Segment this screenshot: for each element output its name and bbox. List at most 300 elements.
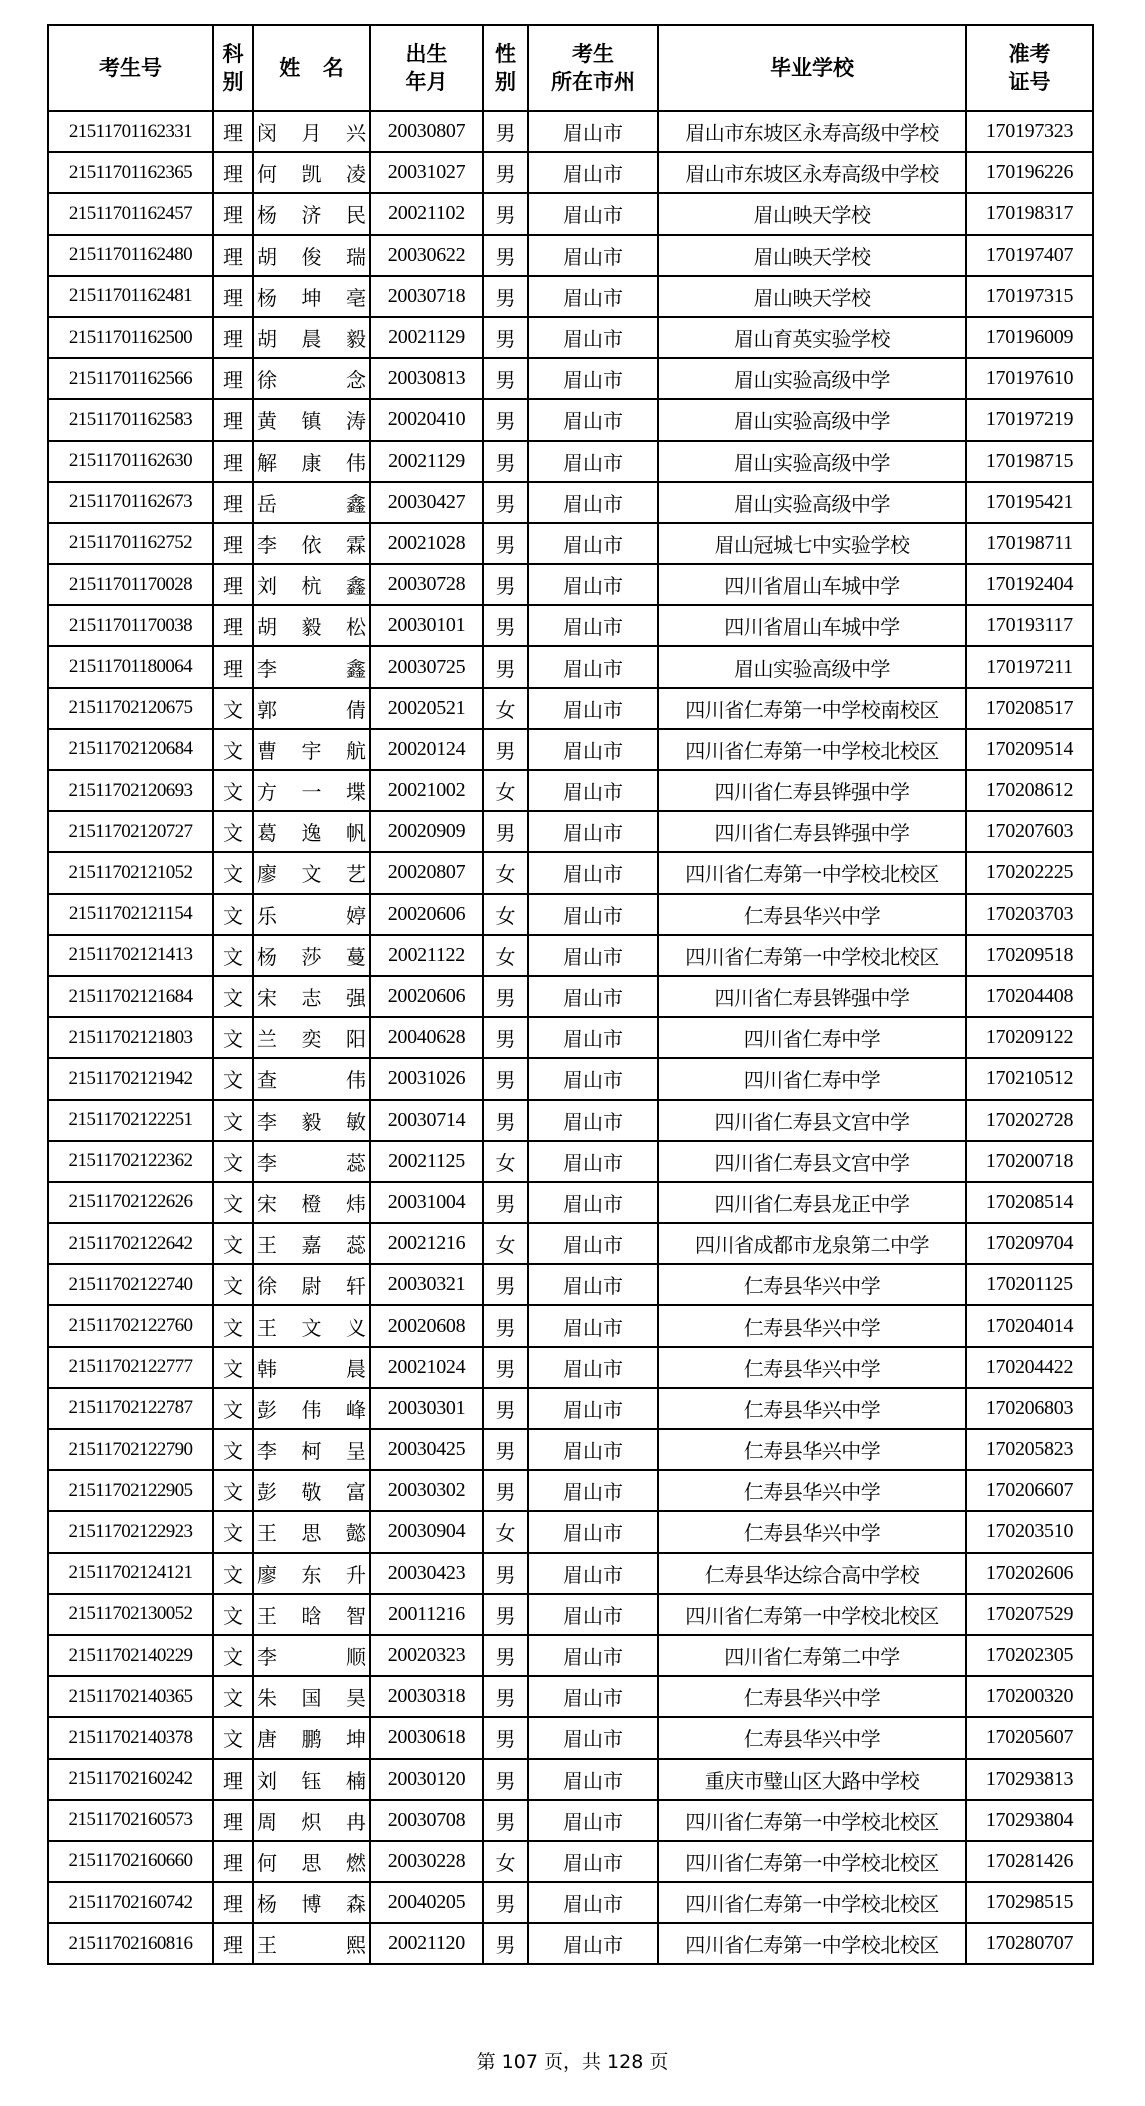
cell-gender: 男 xyxy=(483,152,528,193)
cell-city: 眉山市 xyxy=(528,1470,658,1511)
cell-city: 眉山市 xyxy=(528,1841,658,1882)
cell-birth-date: 20020909 xyxy=(370,811,483,852)
cell-ticket-number: 170192404 xyxy=(966,564,1093,605)
student-name: 王思懿 xyxy=(257,1523,366,1546)
student-name: 李顺 xyxy=(257,1647,366,1670)
cell-name xyxy=(253,646,370,687)
cell-ticket-number: 170193117 xyxy=(966,605,1093,646)
cell-exam-number: 21511701162673 xyxy=(48,482,213,523)
student-name: 胡俊瑞 xyxy=(257,246,366,269)
student-name: 王晗智 xyxy=(257,1605,366,1628)
cell-exam-number: 21511702122626 xyxy=(48,1182,213,1223)
cell-birth-date: 20020606 xyxy=(370,894,483,935)
student-name: 刘杭鑫 xyxy=(257,576,366,599)
header-gender xyxy=(483,25,528,111)
cell-city: 眉山市 xyxy=(528,482,658,523)
cell-gender: 男 xyxy=(483,1594,528,1635)
cell-birth-date: 20021024 xyxy=(370,1347,483,1388)
cell-city: 眉山市 xyxy=(528,770,658,811)
cell-subject: 文 xyxy=(213,688,253,729)
cell-school: 仁寿县华兴中学 xyxy=(658,1264,966,1305)
cell-subject: 理 xyxy=(213,358,253,399)
table-row xyxy=(48,1841,1093,1882)
cell-city: 眉山市 xyxy=(528,1717,658,1758)
cell-exam-number: 21511701170028 xyxy=(48,564,213,605)
cell-subject: 文 xyxy=(213,1635,253,1676)
student-name: 唐鹏坤 xyxy=(257,1729,366,1752)
cell-exam-number: 21511701162752 xyxy=(48,523,213,564)
table-row xyxy=(48,441,1093,482)
student-name: 解康伟 xyxy=(257,452,366,475)
cell-subject: 文 xyxy=(213,1594,253,1635)
cell-birth-date: 20030718 xyxy=(370,276,483,317)
cell-subject: 文 xyxy=(213,852,253,893)
cell-gender: 男 xyxy=(483,523,528,564)
cell-name xyxy=(253,1058,370,1099)
table-body xyxy=(48,111,1093,1964)
cell-school: 眉山实验高级中学 xyxy=(658,646,966,687)
cell-gender: 女 xyxy=(483,1223,528,1264)
cell-birth-date: 20030622 xyxy=(370,235,483,276)
cell-subject: 理 xyxy=(213,1841,253,1882)
cell-birth-date: 20030807 xyxy=(370,111,483,152)
cell-gender: 男 xyxy=(483,1264,528,1305)
cell-school: 仁寿县华兴中学 xyxy=(658,1511,966,1552)
cell-ticket-number: 170204408 xyxy=(966,976,1093,1017)
cell-exam-number: 21511702120693 xyxy=(48,770,213,811)
cell-city: 眉山市 xyxy=(528,358,658,399)
cell-ticket-number: 170208514 xyxy=(966,1182,1093,1223)
cell-birth-date: 20020124 xyxy=(370,729,483,770)
cell-exam-number: 21511702160573 xyxy=(48,1800,213,1841)
cell-name xyxy=(253,1100,370,1141)
cell-birth-date: 20040628 xyxy=(370,1017,483,1058)
cell-city: 眉山市 xyxy=(528,688,658,729)
cell-gender: 女 xyxy=(483,688,528,729)
cell-exam-number: 21511702160742 xyxy=(48,1882,213,1923)
cell-city: 眉山市 xyxy=(528,646,658,687)
cell-exam-number: 21511702122362 xyxy=(48,1141,213,1182)
cell-exam-number: 21511702160660 xyxy=(48,1841,213,1882)
cell-gender: 男 xyxy=(483,811,528,852)
cell-subject: 理 xyxy=(213,1882,253,1923)
cell-birth-date: 20021122 xyxy=(370,935,483,976)
cell-school: 四川省仁寿县铧强中学 xyxy=(658,811,966,852)
cell-birth-date: 20030423 xyxy=(370,1553,483,1594)
cell-exam-number: 21511702121052 xyxy=(48,852,213,893)
cell-subject: 理 xyxy=(213,1800,253,1841)
cell-gender: 男 xyxy=(483,1305,528,1346)
cell-birth-date: 20030714 xyxy=(370,1100,483,1141)
student-name: 杨莎蔓 xyxy=(257,946,366,969)
cell-subject: 理 xyxy=(213,646,253,687)
cell-school: 四川省仁寿第一中学校北校区 xyxy=(658,935,966,976)
cell-exam-number: 21511702121942 xyxy=(48,1058,213,1099)
cell-name xyxy=(253,358,370,399)
table-row xyxy=(48,1594,1093,1635)
table-row xyxy=(48,688,1093,729)
table-row xyxy=(48,935,1093,976)
cell-city: 眉山市 xyxy=(528,1553,658,1594)
cell-city: 眉山市 xyxy=(528,1923,658,1964)
cell-school: 仁寿县华兴中学 xyxy=(658,1470,966,1511)
cell-city: 眉山市 xyxy=(528,1100,658,1141)
cell-exam-number: 21511702160816 xyxy=(48,1923,213,1964)
student-name: 韩晨 xyxy=(257,1358,366,1381)
cell-birth-date: 20030101 xyxy=(370,605,483,646)
cell-gender: 男 xyxy=(483,1635,528,1676)
cell-school: 重庆市璧山区大路中学校 xyxy=(658,1759,966,1800)
cell-school: 眉山映天学校 xyxy=(658,193,966,234)
cell-school: 四川省仁寿县文宫中学 xyxy=(658,1141,966,1182)
cell-ticket-number: 170197407 xyxy=(966,235,1093,276)
table-row xyxy=(48,235,1093,276)
cell-school: 仁寿县华达综合高中学校 xyxy=(658,1553,966,1594)
student-name: 李毅敏 xyxy=(257,1111,366,1134)
cell-subject: 文 xyxy=(213,1305,253,1346)
cell-ticket-number: 170204422 xyxy=(966,1347,1093,1388)
cell-ticket-number: 170198711 xyxy=(966,523,1093,564)
header-birth-line2: 年月 xyxy=(405,70,448,94)
cell-school: 仁寿县华兴中学 xyxy=(658,1676,966,1717)
table-row xyxy=(48,1223,1093,1264)
cell-exam-number: 21511702122905 xyxy=(48,1470,213,1511)
cell-gender: 男 xyxy=(483,1058,528,1099)
cell-ticket-number: 170210512 xyxy=(966,1058,1093,1099)
table-row xyxy=(48,523,1093,564)
cell-exam-number: 21511701180064 xyxy=(48,646,213,687)
table-row xyxy=(48,1470,1093,1511)
student-name: 廖东升 xyxy=(257,1564,366,1587)
cell-subject: 理 xyxy=(213,482,253,523)
cell-subject: 理 xyxy=(213,441,253,482)
student-name: 周炽冉 xyxy=(257,1811,366,1834)
table-row xyxy=(48,399,1093,440)
cell-birth-date: 20030302 xyxy=(370,1470,483,1511)
cell-birth-date: 20030228 xyxy=(370,1841,483,1882)
cell-gender: 男 xyxy=(483,1100,528,1141)
table-row xyxy=(48,1141,1093,1182)
cell-subject: 文 xyxy=(213,894,253,935)
cell-school: 仁寿县华兴中学 xyxy=(658,1305,966,1346)
table-row xyxy=(48,1800,1093,1841)
cell-school: 四川省仁寿县文宫中学 xyxy=(658,1100,966,1141)
table-row xyxy=(48,1347,1093,1388)
cell-birth-date: 20020521 xyxy=(370,688,483,729)
cell-city: 眉山市 xyxy=(528,1800,658,1841)
cell-subject: 理 xyxy=(213,523,253,564)
cell-name xyxy=(253,935,370,976)
cell-city: 眉山市 xyxy=(528,1635,658,1676)
cell-name xyxy=(253,441,370,482)
table-row xyxy=(48,1305,1093,1346)
cell-name xyxy=(253,1347,370,1388)
cell-birth-date: 20021129 xyxy=(370,317,483,358)
cell-city: 眉山市 xyxy=(528,1182,658,1223)
cell-birth-date: 20030427 xyxy=(370,482,483,523)
cell-ticket-number: 170203703 xyxy=(966,894,1093,935)
cell-birth-date: 20031026 xyxy=(370,1058,483,1099)
cell-exam-number: 21511702140229 xyxy=(48,1635,213,1676)
table-row xyxy=(48,193,1093,234)
cell-city: 眉山市 xyxy=(528,317,658,358)
cell-school: 仁寿县华兴中学 xyxy=(658,894,966,935)
student-name: 彭伟峰 xyxy=(257,1399,366,1422)
cell-school: 四川省仁寿县铧强中学 xyxy=(658,976,966,1017)
cell-birth-date: 20030321 xyxy=(370,1264,483,1305)
header-row xyxy=(48,25,1093,111)
cell-ticket-number: 170203510 xyxy=(966,1511,1093,1552)
cell-gender: 男 xyxy=(483,1388,528,1429)
student-name: 李蕊 xyxy=(257,1152,366,1175)
cell-birth-date: 20020608 xyxy=(370,1305,483,1346)
cell-ticket-number: 170208612 xyxy=(966,770,1093,811)
cell-ticket-number: 170195421 xyxy=(966,482,1093,523)
table-row xyxy=(48,1717,1093,1758)
cell-name xyxy=(253,152,370,193)
cell-ticket-number: 170208517 xyxy=(966,688,1093,729)
cell-name xyxy=(253,1305,370,1346)
cell-ticket-number: 170280707 xyxy=(966,1923,1093,1964)
table-row xyxy=(48,605,1093,646)
cell-name xyxy=(253,1182,370,1223)
header-city-line1: 考生 xyxy=(572,42,614,66)
cell-city: 眉山市 xyxy=(528,852,658,893)
cell-gender: 男 xyxy=(483,482,528,523)
cell-subject: 理 xyxy=(213,1923,253,1964)
cell-city: 眉山市 xyxy=(528,1388,658,1429)
cell-name xyxy=(253,1141,370,1182)
cell-subject: 理 xyxy=(213,276,253,317)
cell-exam-number: 21511702122642 xyxy=(48,1223,213,1264)
student-name: 兰奕阳 xyxy=(257,1029,366,1052)
student-name: 刘钰楠 xyxy=(257,1770,366,1793)
cell-name xyxy=(253,1470,370,1511)
cell-ticket-number: 170281426 xyxy=(966,1841,1093,1882)
student-name: 何凯凌 xyxy=(257,164,366,187)
cell-ticket-number: 170202728 xyxy=(966,1100,1093,1141)
header-ticket-line2: 证号 xyxy=(1008,70,1051,94)
cell-ticket-number: 170200320 xyxy=(966,1676,1093,1717)
cell-ticket-number: 170205607 xyxy=(966,1717,1093,1758)
page-footer: 第 107 页，共 128 页 xyxy=(476,2051,669,2073)
cell-city: 眉山市 xyxy=(528,1429,658,1470)
cell-gender: 男 xyxy=(483,729,528,770)
student-name: 王嘉蕊 xyxy=(257,1235,366,1258)
cell-ticket-number: 170202606 xyxy=(966,1553,1093,1594)
cell-name xyxy=(253,1841,370,1882)
cell-gender: 男 xyxy=(483,1182,528,1223)
cell-gender: 男 xyxy=(483,235,528,276)
cell-school: 四川省眉山车城中学 xyxy=(658,564,966,605)
cell-name xyxy=(253,1388,370,1429)
cell-ticket-number: 170198715 xyxy=(966,441,1093,482)
cell-ticket-number: 170198317 xyxy=(966,193,1093,234)
cell-gender: 男 xyxy=(483,441,528,482)
cell-birth-date: 20030618 xyxy=(370,1717,483,1758)
cell-gender: 女 xyxy=(483,1141,528,1182)
cell-ticket-number: 170197610 xyxy=(966,358,1093,399)
table-row xyxy=(48,1635,1093,1676)
cell-birth-date: 20031004 xyxy=(370,1182,483,1223)
cell-gender: 男 xyxy=(483,976,528,1017)
table-row xyxy=(48,276,1093,317)
cell-ticket-number: 170196226 xyxy=(966,152,1093,193)
cell-name xyxy=(253,399,370,440)
cell-school: 四川省仁寿第一中学校南校区 xyxy=(658,688,966,729)
cell-city: 眉山市 xyxy=(528,1676,658,1717)
header-city-line2: 所在市州 xyxy=(551,70,635,94)
cell-exam-number: 21511702122740 xyxy=(48,1264,213,1305)
cell-ticket-number: 170196009 xyxy=(966,317,1093,358)
cell-gender: 女 xyxy=(483,770,528,811)
cell-subject: 理 xyxy=(213,399,253,440)
cell-name xyxy=(253,1800,370,1841)
cell-exam-number: 21511702121413 xyxy=(48,935,213,976)
cell-school: 眉山实验高级中学 xyxy=(658,482,966,523)
cell-exam-number: 21511702122760 xyxy=(48,1305,213,1346)
cell-school: 四川省仁寿第一中学校北校区 xyxy=(658,1923,966,1964)
cell-gender: 男 xyxy=(483,193,528,234)
cell-school: 眉山育英实验学校 xyxy=(658,317,966,358)
cell-exam-number: 21511701162457 xyxy=(48,193,213,234)
cell-name xyxy=(253,276,370,317)
cell-school: 四川省眉山车城中学 xyxy=(658,605,966,646)
table-row xyxy=(48,111,1093,152)
cell-school: 眉山实验高级中学 xyxy=(658,441,966,482)
cell-gender: 男 xyxy=(483,358,528,399)
cell-ticket-number: 170197323 xyxy=(966,111,1093,152)
cell-school: 仁寿县华兴中学 xyxy=(658,1388,966,1429)
cell-exam-number: 21511701162331 xyxy=(48,111,213,152)
cell-ticket-number: 170209514 xyxy=(966,729,1093,770)
cell-birth-date: 20020323 xyxy=(370,1635,483,1676)
cell-gender: 男 xyxy=(483,317,528,358)
cell-birth-date: 20031027 xyxy=(370,152,483,193)
cell-name xyxy=(253,605,370,646)
cell-exam-number: 21511701162500 xyxy=(48,317,213,358)
header-ticket xyxy=(966,25,1093,111)
cell-school: 眉山市东坡区永寿高级中学校 xyxy=(658,152,966,193)
cell-school: 四川省仁寿第一中学校北校区 xyxy=(658,852,966,893)
table-row xyxy=(48,564,1093,605)
cell-exam-number: 21511702160242 xyxy=(48,1759,213,1800)
cell-gender: 女 xyxy=(483,1841,528,1882)
cell-name xyxy=(253,1717,370,1758)
cell-subject: 文 xyxy=(213,1264,253,1305)
cell-school: 四川省仁寿县龙正中学 xyxy=(658,1182,966,1223)
cell-name xyxy=(253,564,370,605)
cell-subject: 文 xyxy=(213,1553,253,1594)
table-row xyxy=(48,852,1093,893)
cell-city: 眉山市 xyxy=(528,193,658,234)
cell-name xyxy=(253,1223,370,1264)
cell-ticket-number: 170293813 xyxy=(966,1759,1093,1800)
admission-list-table xyxy=(47,24,1094,1965)
header-name-char2: 名 xyxy=(322,56,344,80)
cell-birth-date: 20021125 xyxy=(370,1141,483,1182)
cell-birth-date: 20030318 xyxy=(370,1676,483,1717)
cell-exam-number: 21511701162630 xyxy=(48,441,213,482)
student-name: 宋志强 xyxy=(257,988,366,1011)
cell-city: 眉山市 xyxy=(528,441,658,482)
cell-subject: 文 xyxy=(213,1182,253,1223)
cell-subject: 文 xyxy=(213,1017,253,1058)
table-row xyxy=(48,1676,1093,1717)
cell-city: 眉山市 xyxy=(528,235,658,276)
student-name: 李依霖 xyxy=(257,534,366,557)
cell-subject: 理 xyxy=(213,1759,253,1800)
cell-gender: 女 xyxy=(483,852,528,893)
header-subject-line2: 别 xyxy=(222,70,244,94)
student-name: 葛逸帆 xyxy=(257,823,366,846)
student-name: 徐念 xyxy=(257,370,366,393)
cell-name xyxy=(253,193,370,234)
cell-city: 眉山市 xyxy=(528,1305,658,1346)
cell-exam-number: 21511702140365 xyxy=(48,1676,213,1717)
table-row xyxy=(48,1388,1093,1429)
cell-exam-number: 21511702122787 xyxy=(48,1388,213,1429)
cell-subject: 文 xyxy=(213,770,253,811)
cell-name xyxy=(253,1635,370,1676)
cell-gender: 男 xyxy=(483,1882,528,1923)
cell-subject: 文 xyxy=(213,935,253,976)
cell-gender: 男 xyxy=(483,1553,528,1594)
cell-subject: 文 xyxy=(213,1141,253,1182)
student-name: 岳鑫 xyxy=(257,493,366,516)
cell-birth-date: 20030725 xyxy=(370,646,483,687)
cell-exam-number: 21511701162365 xyxy=(48,152,213,193)
cell-exam-number: 21511702121154 xyxy=(48,894,213,935)
cell-exam-number: 21511701162480 xyxy=(48,235,213,276)
table-row xyxy=(48,811,1093,852)
table-row xyxy=(48,1264,1093,1305)
cell-city: 眉山市 xyxy=(528,605,658,646)
header-subject xyxy=(213,25,253,111)
cell-birth-date: 20011216 xyxy=(370,1594,483,1635)
cell-subject: 文 xyxy=(213,1058,253,1099)
cell-name xyxy=(253,111,370,152)
cell-name xyxy=(253,852,370,893)
table-row xyxy=(48,1017,1093,1058)
student-name: 李柯呈 xyxy=(257,1441,366,1464)
cell-school: 四川省仁寿第一中学校北校区 xyxy=(658,1882,966,1923)
cell-city: 眉山市 xyxy=(528,976,658,1017)
cell-birth-date: 20030301 xyxy=(370,1388,483,1429)
table-row xyxy=(48,894,1093,935)
table-row xyxy=(48,1058,1093,1099)
cell-ticket-number: 170298515 xyxy=(966,1882,1093,1923)
cell-exam-number: 21511702120727 xyxy=(48,811,213,852)
cell-city: 眉山市 xyxy=(528,1594,658,1635)
cell-name xyxy=(253,688,370,729)
cell-gender: 男 xyxy=(483,1717,528,1758)
cell-ticket-number: 170207529 xyxy=(966,1594,1093,1635)
cell-ticket-number: 170201125 xyxy=(966,1264,1093,1305)
cell-exam-number: 21511701162566 xyxy=(48,358,213,399)
cell-birth-date: 20030728 xyxy=(370,564,483,605)
cell-gender: 女 xyxy=(483,1511,528,1552)
cell-city: 眉山市 xyxy=(528,111,658,152)
cell-gender: 女 xyxy=(483,894,528,935)
cell-exam-number: 21511702122923 xyxy=(48,1511,213,1552)
student-name: 王熙 xyxy=(257,1935,366,1958)
cell-ticket-number: 170209518 xyxy=(966,935,1093,976)
cell-ticket-number: 170197219 xyxy=(966,399,1093,440)
cell-subject: 文 xyxy=(213,1347,253,1388)
header-exam-number: 考生号 xyxy=(48,25,213,111)
header-gender-line2: 别 xyxy=(495,70,516,94)
